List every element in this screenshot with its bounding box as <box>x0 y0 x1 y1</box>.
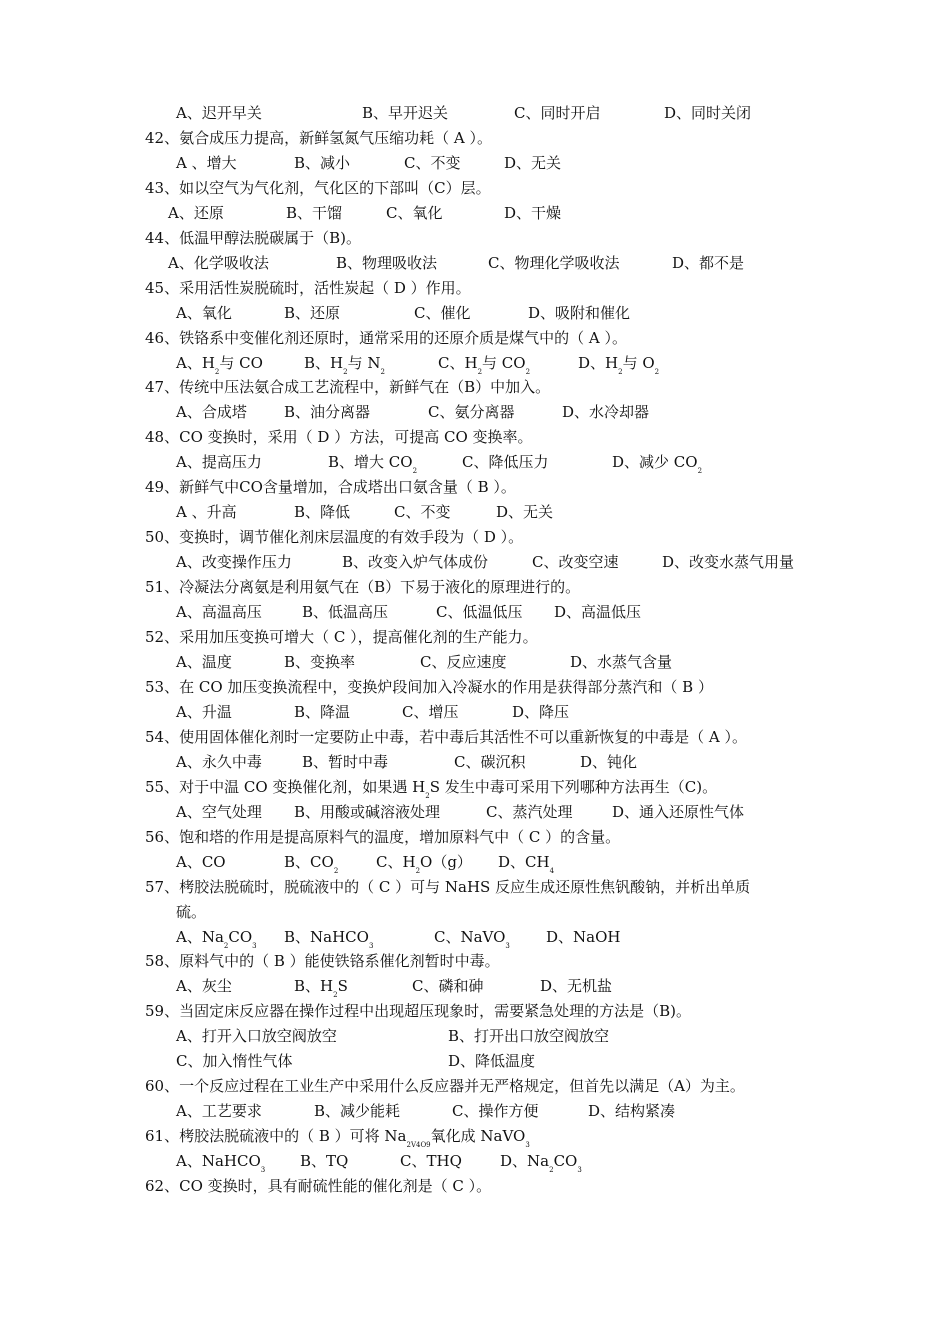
q52-option-c: C、反应速度 <box>420 653 507 671</box>
q60-option-d: D、结构紧凑 <box>588 1102 676 1120</box>
q61-option-a: A、NaHCO$_3$ <box>176 1152 266 1174</box>
q49-stem: 49、新鲜气中CO含量增加，合成塔出口氨含量（ B ）。 <box>145 478 516 496</box>
q45-option-b: B、还原 <box>284 304 341 322</box>
q58-option-d: D、无机盐 <box>540 977 613 995</box>
q58-option-a: A、灰尘 <box>176 977 232 995</box>
q57-option-a: A、$Na_2CO_3$ <box>176 928 257 950</box>
q54-option-b: B、暂时中毒 <box>302 753 389 771</box>
q57-option-b: B、NaHCO$_3$ <box>284 928 374 950</box>
q42-option-a: A 、增大 <box>176 154 237 172</box>
q54-option-c: C、碳沉积 <box>454 753 526 771</box>
q56-option-b: B、$CO_2$ <box>284 853 339 875</box>
q43-stem: 43、如以空气为气化剂，气化区的下部叫（C）层。 <box>145 179 491 197</box>
q51-option-b: B、低温高压 <box>302 603 389 621</box>
q59-option-b: B、打开出口放空阀放空 <box>448 1027 610 1045</box>
q59-option-c: C、加入惰性气体 <box>176 1052 293 1070</box>
q44-option-d: D、都不是 <box>672 254 745 272</box>
q55-option-c: C、蒸汽处理 <box>486 803 573 821</box>
q45-stem: 45、采用活性炭脱硫时，活性炭起（ D ）作用。 <box>145 279 471 297</box>
q52-option-d: D、水蒸气含量 <box>570 653 673 671</box>
q50-option-c: C、改变空速 <box>532 553 619 571</box>
q54-option-a: A、永久中毒 <box>176 753 262 771</box>
q52-stem: 52、采用加压变换可增大（ C ），提高催化剂的生产能力。 <box>145 628 538 646</box>
q62-stem: 62、CO 变换时，具有耐硫性能的催化剂是（ C ）。 <box>145 1177 492 1195</box>
q57-stem: 57、栲胶法脱硫时，脱硫液中的（ C ）可与 NaHS 反应生成还原性焦钒酸钠，并析出单质 <box>145 878 751 896</box>
q58-option-b: B、$H_2S$ <box>294 977 348 999</box>
q61-option-b: B、TQ <box>300 1152 349 1170</box>
q45-option-c: C、催化 <box>414 304 471 322</box>
q45-option-d: D、吸附和催化 <box>528 304 631 322</box>
q48-option-a: A、提高压力 <box>176 453 262 471</box>
q47-option-b: B、油分离器 <box>284 403 371 421</box>
q48-option-d: D、减少 $CO_2$ <box>612 453 703 475</box>
q60-stem: 60、一个反应过程在工业生产中采用什么反应器并无严格规定，但首先以满足（A）为主。 <box>145 1077 745 1095</box>
q43-option-b: B、干馏 <box>286 204 343 222</box>
q46-option-c: C、$H_2$与 $CO_2$ <box>438 354 531 376</box>
q60-option-a: A、工艺要求 <box>176 1102 262 1120</box>
q50-option-b: B、改变入炉气体成份 <box>342 553 489 571</box>
q46-option-a: A、$H_2$与 CO <box>176 354 263 376</box>
q58-stem: 58、原料气中的（ B ）能使铁铬系催化剂暂时中毒。 <box>145 952 500 970</box>
q57-stem-continued: 硫。 <box>176 903 207 921</box>
q43-option-a: A、还原 <box>168 204 224 222</box>
q46-stem: 46、铁铬系中变催化剂还原时，通常采用的还原介质是煤气中的（ A ）。 <box>145 329 627 347</box>
q42-stem: 42、氨合成压力提高，新鲜氢氮气压缩功耗（ A ）。 <box>145 129 492 147</box>
q51-option-d: D、高温低压 <box>554 603 642 621</box>
q55-option-d: D、通入还原性气体 <box>612 803 745 821</box>
q53-option-d: D、降压 <box>512 703 570 721</box>
q50-option-d: D、改变水蒸气用量 <box>662 553 795 571</box>
q56-option-d: D、$CH_4$ <box>498 853 555 875</box>
q47-option-d: D、水冷却器 <box>562 403 650 421</box>
q41-option-d: D、同时关闭 <box>664 104 752 122</box>
q58-option-c: C、磷和砷 <box>412 977 484 995</box>
q49-option-d: D、无关 <box>496 503 554 521</box>
q47-option-a: A、合成塔 <box>176 403 247 421</box>
q47-option-c: C、氨分离器 <box>428 403 515 421</box>
q42-option-d: D、无关 <box>504 154 562 172</box>
q53-stem: 53、在 CO 加压变换流程中，变换炉段间加入冷凝水的作用是获得部分蒸汽和（ B ） <box>145 678 713 696</box>
q59-option-a: A、打开入口放空阀放空 <box>176 1027 337 1045</box>
q45-option-a: A、氧化 <box>176 304 232 322</box>
q61-option-c: C、THQ <box>400 1152 462 1170</box>
q56-option-c: C、$H_2O(g)$ <box>376 853 472 875</box>
q44-option-b: B、物理吸收法 <box>336 254 438 272</box>
q49-option-b: B、降低 <box>294 503 351 521</box>
q49-option-a: A 、升高 <box>176 503 237 521</box>
q46-option-b: B、$H_2$与 $N_2$ <box>304 354 385 376</box>
q50-option-a: A、改变操作压力 <box>176 553 292 571</box>
q52-option-a: A、温度 <box>176 653 232 671</box>
q61-formula: 2V4O9 <box>406 1141 431 1149</box>
q49-option-c: C、不变 <box>394 503 451 521</box>
q51-option-c: C、低温低压 <box>436 603 523 621</box>
q55-option-b: B、用酸或碱溶液处理 <box>294 803 441 821</box>
q44-option-c: C、物理化学吸收法 <box>488 254 620 272</box>
q41-option-a: A、迟开早关 <box>176 104 262 122</box>
q48-stem: 48、CO 变换时，采用（ D ）方法，可提高 CO 变换率。 <box>145 428 533 446</box>
q56-option-a: A、CO <box>176 853 226 871</box>
q55-option-a: A、空气处理 <box>176 803 262 821</box>
q61-option-d: D、$Na_2CO_3$ <box>500 1152 582 1174</box>
q60-option-b: B、减少能耗 <box>314 1102 401 1120</box>
q48-option-b: B、增大 $CO_2$ <box>328 453 418 475</box>
q54-stem: 54、使用固体催化剂时一定要防止中毒，若中毒后其活性不可以重新恢复的中毒是（ A ）。 <box>145 728 747 746</box>
q44-option-a: A、化学吸收法 <box>168 254 269 272</box>
q43-option-d: D、干燥 <box>504 204 562 222</box>
q48-option-c: C、降低压力 <box>462 453 549 471</box>
q57-option-c: C、NaVO$_3$ <box>434 928 510 950</box>
q41-option-b: B、早开迟关 <box>362 104 449 122</box>
q54-option-d: D、钝化 <box>580 753 638 771</box>
q46-option-d: D、$H_2$与 $O_2$ <box>578 354 660 376</box>
q51-option-a: A、高温高压 <box>176 603 262 621</box>
q57-option-d: D、NaOH <box>546 928 621 946</box>
q61-stem: 61、栲胶法脱硫液中的（ B ）可将 $Na_{2V4O9}$氧化成 NaVO$_3$ <box>145 1127 530 1149</box>
q59-stem: 59、当固定床反应器在操作过程中出现超压现象时，需要紧急处理的方法是（B)。 <box>145 1002 691 1020</box>
q53-option-c: C、增压 <box>402 703 459 721</box>
q47-stem: 47、传统中压法氨合成工艺流程中，新鲜气在（B）中加入。 <box>145 378 551 396</box>
q44-stem: 44、低温甲醇法脱碳属于（B)。 <box>145 229 361 247</box>
q59-option-d: D、降低温度 <box>448 1052 536 1070</box>
q53-option-b: B、降温 <box>294 703 351 721</box>
q56-stem: 56、饱和塔的作用是提高原料气的温度，增加原料气中（ C ）的含量。 <box>145 828 621 846</box>
q42-option-c: C、不变 <box>404 154 461 172</box>
q42-option-b: B、减小 <box>294 154 351 172</box>
q43-option-c: C、氧化 <box>386 204 443 222</box>
q60-option-c: C、操作方便 <box>452 1102 539 1120</box>
q41-option-c: C、同时开启 <box>514 104 601 122</box>
q55-stem: 55、对于中温 CO 变换催化剂，如果遇 $H_2S$ 发生中毒可采用下列哪种方法再生（C)。 <box>145 778 718 800</box>
q53-option-a: A、升温 <box>176 703 232 721</box>
q50-stem: 50、变换时，调节催化剂床层温度的有效手段为（ D ）。 <box>145 528 524 546</box>
q52-option-b: B、变换率 <box>284 653 356 671</box>
q51-stem: 51、冷凝法分离氨是利用氨气在（B）下易于液化的原理进行的。 <box>145 578 581 596</box>
